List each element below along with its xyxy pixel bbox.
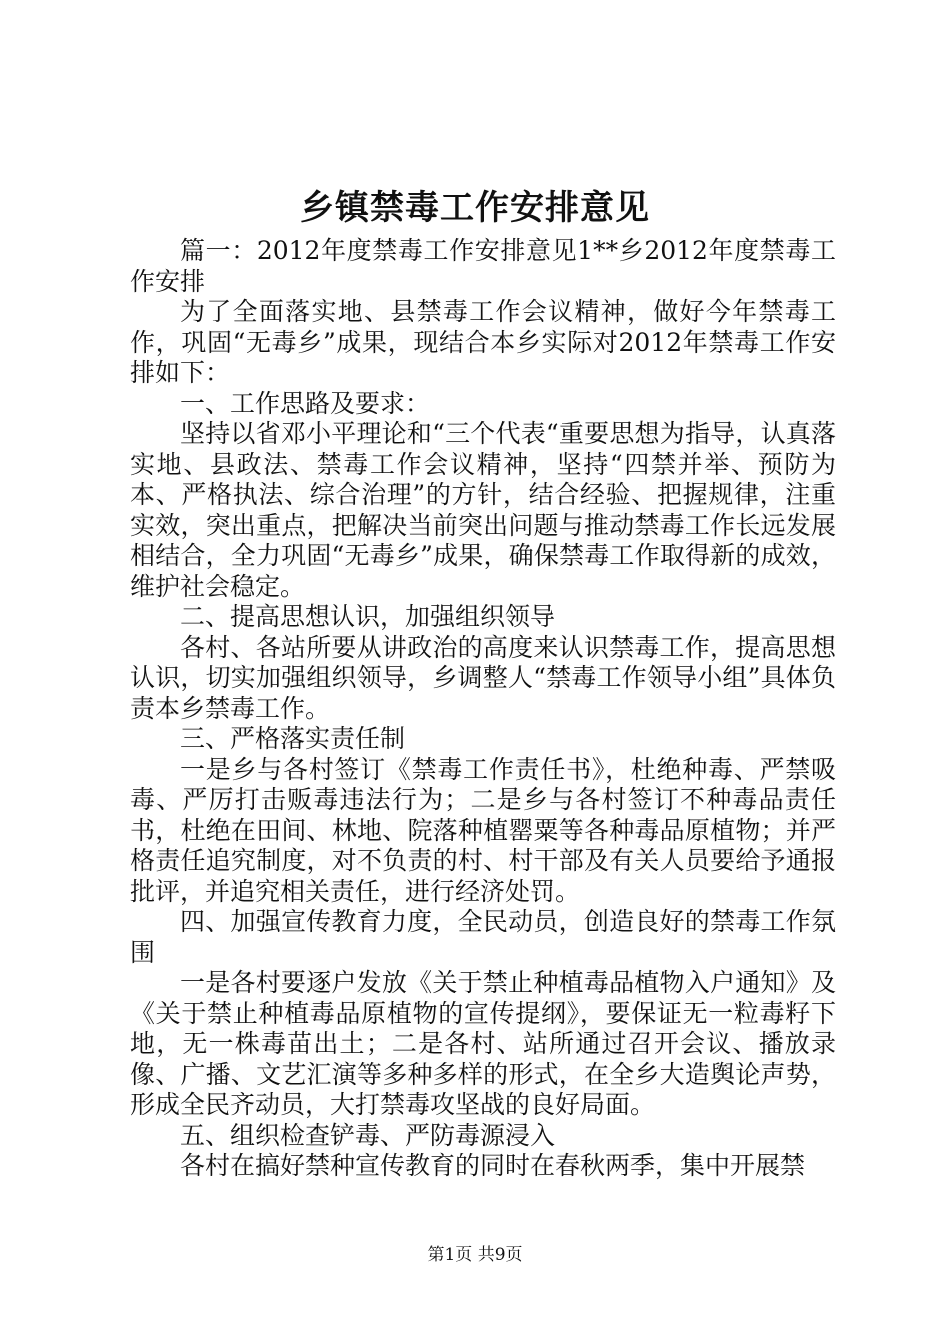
section-heading-4: 四、加强宣传教育力度，全民动员，创造良好的禁毒工作氛围 bbox=[130, 907, 836, 967]
document-title: 乡镇禁毒工作安排意见 bbox=[300, 188, 650, 228]
paragraph-purpose: 为了全面落实地、县禁毒工作会议精神，做好今年禁毒工作，巩固“无毒乡”成果，现结合本乡实际对2012年禁毒工作安排如下： bbox=[130, 297, 836, 387]
paragraph-section-5: 各村在搞好禁种宣传教育的同时在春秋两季，集中开展禁 bbox=[180, 1151, 806, 1180]
document-body bbox=[130, 236, 836, 1182]
paragraph-section-4: 一是各村要逐户发放《关于禁止种植毒品植物入户通知》及《关于禁止种植毒品原植物的宣传提纲》，要保证无一粒毒籽下地，无一株毒苗出土；二是各村、站所通过召开会议、播放录像、广播、文艺汇演等多种多样的形式，在全乡大造舆论声势，形成全民齐动员，大打禁毒攻坚战的良好局面。 bbox=[130, 968, 836, 1119]
paragraph-section-1: 坚持以省邓小平理论和“三个代表“重要思想为指导，认真落实地、县政法、禁毒工作会议精神，坚持“四禁并举、预防为本、严格执法、综合治理”的方针，结合经验、把握规律，注重实效，突出重点，把解决当前突出问题与推动禁毒工作长远发展相结合，全力巩固“无毒乡”成果，确保禁毒工作取得新的成效，维护社会稳定。 bbox=[130, 419, 836, 601]
paragraph-section-2: 各村、各站所要从讲政治的高度来认识禁毒工作，提高思想认识，切实加强组织领导，乡调整人“禁毒工作领导小组”具体负责本乡禁毒工作。 bbox=[130, 632, 836, 723]
section-heading-1: 一、工作思路及要求： bbox=[180, 388, 431, 418]
section-heading-2: 二、提高思想认识，加强组织领导 bbox=[180, 602, 556, 631]
section-heading-5: 五、组织检查铲毒、严防毒源浸入 bbox=[180, 1120, 556, 1150]
page-number-footer: 第1页 共9页 bbox=[427, 1245, 523, 1265]
paragraph-section-3: 一是乡与各村签订《禁毒工作责任书》，杜绝种毒、严禁吸毒、严厉打击贩毒违法行为；二是乡与各村签订不种毒品责任书，杜绝在田间、林地、院落种植罂粟等各种毒品原植物；并严格责任追究制度，对不负责的村、村干部及有关人员要给予通报批评，并追究相关责任，进行经济处罚。 bbox=[130, 754, 836, 906]
section-heading-3: 三、严格落实责任制 bbox=[180, 724, 406, 753]
paragraph-intro-heading: 篇一：2012年度禁毒工作安排意见1**乡2012年度禁毒工作安排 bbox=[130, 236, 836, 296]
